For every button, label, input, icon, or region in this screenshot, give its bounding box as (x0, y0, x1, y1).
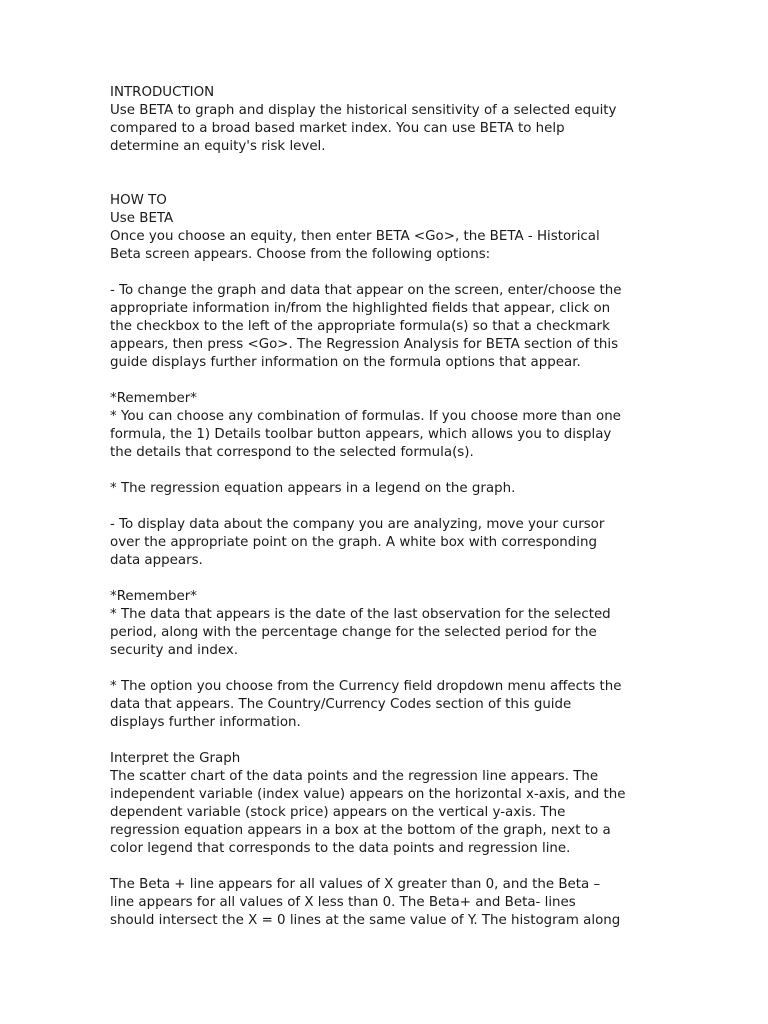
spacer (110, 264, 670, 282)
intro-paragraph: Use BETA to graph and display the historical sensitivity of a selected equity compared to a broad based market index. You can use BETA to help determine an equity's risk level. (110, 103, 617, 154)
use-beta-heading: Use BETA (110, 211, 174, 226)
remember-label: *Remember* (110, 589, 197, 604)
beta-lines-paragraph: The Beta + line appears for all values of X greater than 0, and the Beta – line appears for all values of X less than 0. The Beta+ and Beta- lines should intersect the X = 0 lines at the same value of Y. The histogram along (110, 877, 621, 928)
howto-heading: HOW TO (110, 193, 167, 208)
interpret-paragraph: The scatter chart of the data points and the regression line appears. The independent variable (index value) appears on the horizontal x-axis, and the dependent variable (stock price) appears on the vertical y-axis. The regression equation appears in a box at the bottom of the graph, next to a color legend that corresponds to the data points and regression line. (110, 769, 626, 856)
spacer (110, 156, 670, 192)
regression-legend-note: * The regression equation appears in a legend on the graph. (110, 481, 516, 496)
spacer (110, 498, 670, 516)
intro-heading: INTRODUCTION (110, 85, 215, 100)
spacer (110, 570, 670, 588)
use-beta-paragraph: Once you choose an equity, then enter BETA <Go>, the BETA - Historical Beta screen appears. Choose from the following options: (110, 229, 600, 262)
document-page (110, 84, 670, 930)
remember-data-paragraph: * The data that appears is the date of the last observation for the selected period, along with the percentage change for the selected period for the security and index. (110, 607, 611, 658)
option-change-graph-paragraph: - To change the graph and data that appear on the screen, enter/choose the appropriate information in/from the highlighted fields that appear, click on the checkbox to the left of the appropriate formula(s) so that a checkmark appears, then press <Go>. The Regression Analysis for BETA section of this guide displays further information on the formula options that appear. (110, 283, 622, 370)
option-display-data-paragraph: - To display data about the company you are analyzing, move your cursor over the appropriate point on the graph. A white box with corresponding data appears. (110, 517, 605, 568)
spacer (110, 732, 670, 750)
spacer (110, 858, 670, 876)
remember-formulas-paragraph: * You can choose any combination of formulas. If you choose more than one formula, the 1) Details toolbar button appears, which allows you to display the details that correspond to the selected formula(s). (110, 409, 621, 460)
spacer (110, 372, 670, 390)
spacer (110, 660, 670, 678)
spacer (110, 462, 670, 480)
interpret-heading: Interpret the Graph (110, 751, 241, 766)
remember-label: *Remember* (110, 391, 197, 406)
currency-note-paragraph: * The option you choose from the Currency field dropdown menu affects the data that appears. The Country/Currency Codes section of this guide displays further information. (110, 679, 622, 730)
